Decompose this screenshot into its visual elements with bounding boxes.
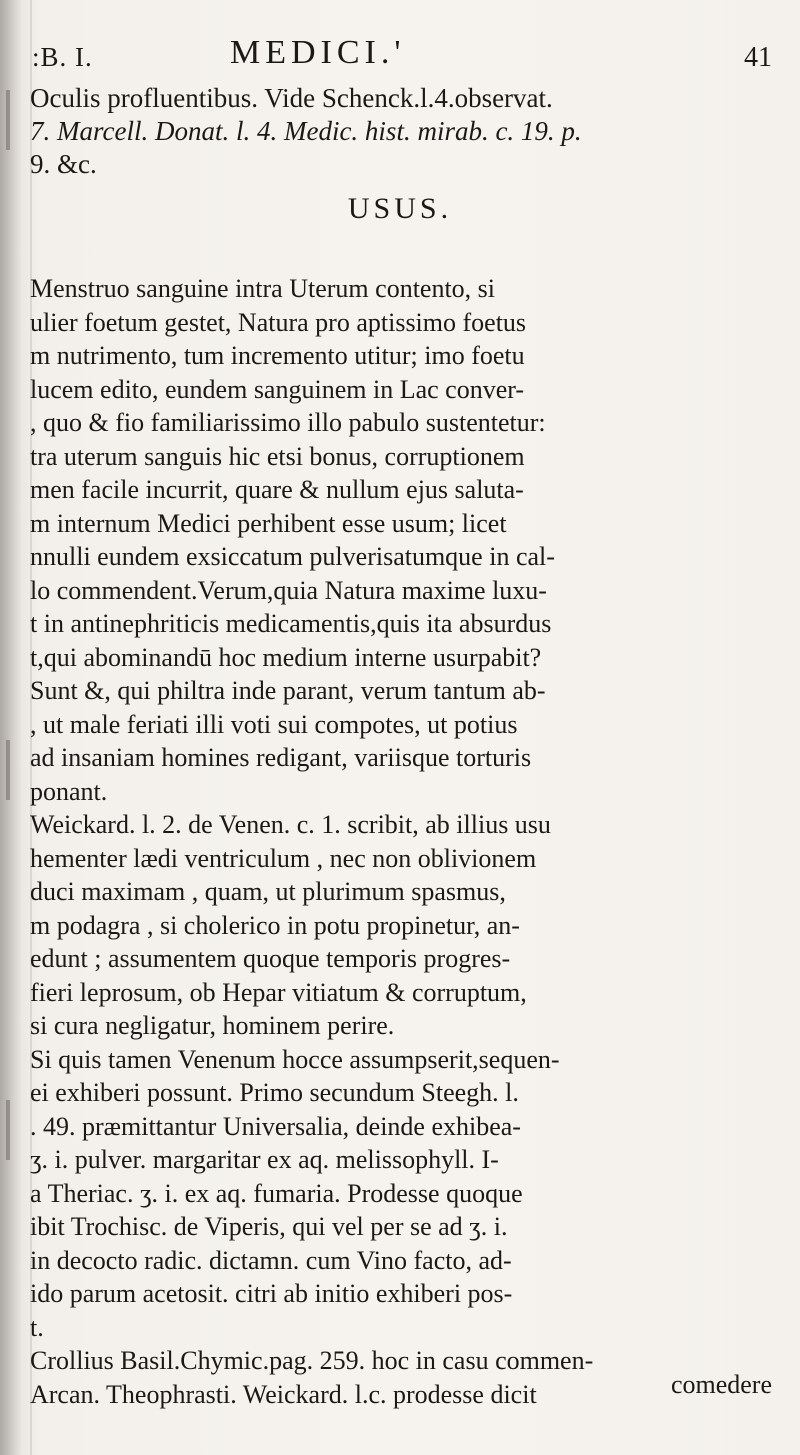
body-line: hementer lædi ventriculum , nec non oblivionem	[30, 843, 537, 873]
edge-mark	[6, 1100, 10, 1160]
body-line: m nutrimento, tum incremento utitur; imo foetu	[30, 341, 525, 370]
edge-mark	[6, 90, 10, 150]
body-line: m internum Medici perhibent esse usum; licet	[30, 508, 507, 538]
body-line: . 49. præmittantur Universalia, deinde exhibea-	[30, 1111, 521, 1141]
body-line: ad insaniam homines redigant, variisque torturis	[30, 743, 532, 772]
body-line: Menstruo sanguine intra Uterum contento, si	[30, 274, 496, 303]
running-header	[32, 34, 772, 74]
body-line: ido parum acetosit. citri ab initio exhiberi pos-	[30, 1279, 513, 1308]
body-line: a Theriac. ʒ. i. ex aq. fumaria. Prodesse quoque	[30, 1178, 523, 1208]
section-heading: USUS.	[347, 192, 453, 225]
body-line: tra uterum sanguis hic etsi bonus, corruptionem	[30, 441, 525, 471]
body-line: Weickard. l. 2. de Venen. c. 1. scribit, ab illius usu	[30, 810, 551, 839]
reference-block	[30, 82, 790, 181]
edge-mark	[6, 740, 10, 800]
reference-line: 9. &c.	[30, 149, 97, 179]
body-line: duci maximam , quam, ut plurimum spasmus,	[30, 877, 506, 906]
body-text	[30, 272, 790, 1411]
body-line: Arcan. Theophrasti. Weickard. l.c. prodesse dicit	[30, 1379, 537, 1409]
body-line: t.	[30, 1312, 44, 1342]
body-line: ʒ. i. pulver. margaritar ex aq. melissophyll. I-	[30, 1145, 499, 1174]
body-line: si cura negligatur, hominem perire.	[30, 1011, 395, 1040]
body-line: lucem edito, eundem sanguinem in Lac conver-	[30, 374, 525, 404]
body-line: ulier foetum gestet, Natura pro aptissimo foetus	[30, 307, 527, 337]
page-number: 41	[744, 42, 772, 73]
body-line: Si quis tamen Venenum hocce assumpserit,sequen-	[30, 1044, 560, 1074]
body-line: lo commendent.Verum,quia Natura maxime luxu-	[30, 575, 547, 605]
header-book-number: :B. I.	[32, 42, 93, 72]
catchword: comedere	[670, 1370, 772, 1399]
body-line: m podagra , si cholerico in potu propinetur, an-	[30, 910, 520, 940]
body-line: ei exhiberi possunt. Primo secundum Steegh. l.	[30, 1078, 519, 1107]
header-title: MEDICI.'	[230, 34, 406, 71]
body-line: men facile incurrit, quare & nullum ejus saluta-	[30, 475, 524, 504]
reference-line: Oculis profluentibus. Vide Schenck.l.4.observat.	[30, 83, 553, 113]
body-line: , quo & fio familiarissimo illo pabulo sustentetur:	[30, 408, 546, 437]
body-line: t in antinephriticis medicamentis,quis ita absurdus	[30, 609, 552, 638]
body-line: ibit Trochisc. de Viperis, qui vel per se ad ʒ. i.	[30, 1212, 508, 1241]
body-line: in decocto radic. dictamn. cum Vino facto, ad-	[30, 1245, 512, 1275]
body-line: nnulli eundem exsiccatum pulverisatumque in cal-	[30, 542, 555, 571]
body-line: edunt ; assumentem quoque temporis progres-	[30, 944, 511, 973]
body-line: t,qui abominandū hoc medium interne usurpabit?	[30, 642, 542, 672]
reference-line: 7. Marcell. Donat. l. 4. Medic. hist. mirab. c. 19. p.	[30, 116, 582, 146]
body-line: ponant.	[30, 776, 108, 806]
body-line: fieri leprosum, ob Hepar vitiatum & corruptum,	[30, 977, 527, 1007]
body-line: , ut male feriati illi voti sui compotes, ut potius	[30, 709, 518, 739]
body-line: Sunt &, qui philtra inde parant, verum tantum ab-	[30, 676, 546, 705]
body-line: Crollius Basil.Chymic.pag. 259. hoc in casu commen-	[30, 1346, 594, 1375]
